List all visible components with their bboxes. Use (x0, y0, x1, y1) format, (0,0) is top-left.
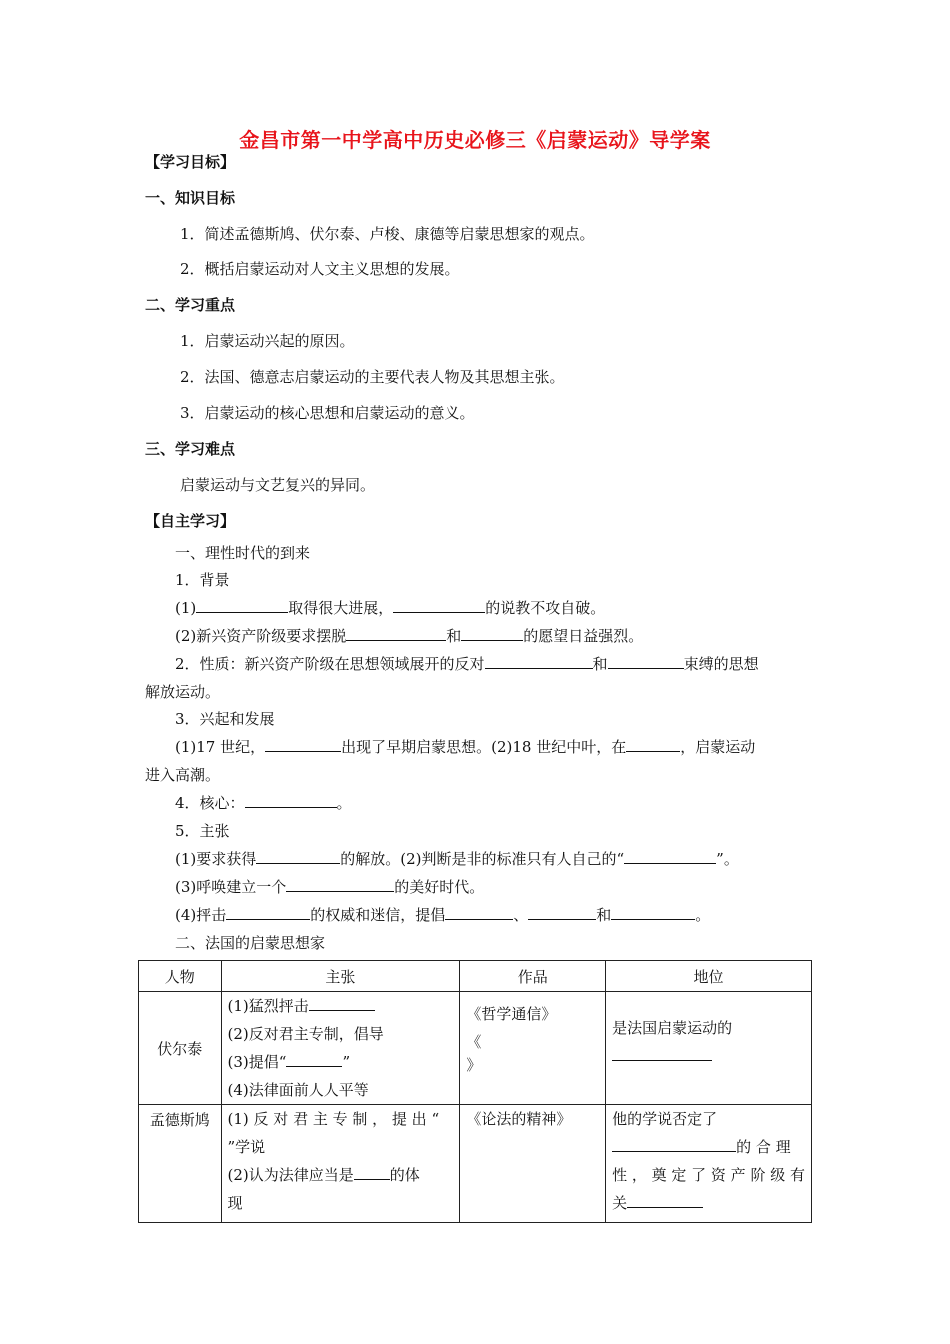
text: 出现了早期启蒙思想。(2)18 世纪中叶，在 (341, 738, 627, 756)
text: (3)呼唤建立一个 (175, 878, 287, 896)
fill-blank[interactable] (286, 1052, 342, 1067)
text: 的愿望日益强烈。 (523, 627, 644, 645)
fill-blank[interactable] (611, 905, 695, 920)
text: ，启蒙运动 (680, 738, 756, 756)
status-cell (606, 1105, 812, 1223)
text: 关 (612, 1194, 628, 1212)
text: 的权威和迷信，提倡 (310, 906, 446, 924)
part2-title: 二、法国的启蒙思想家 (175, 934, 326, 952)
goals-header: 【学习目标】 (145, 153, 236, 171)
work-cell (460, 1105, 606, 1223)
text: (1) (175, 599, 197, 617)
text: (2)认为法律应当是 (227, 1166, 354, 1184)
background-line-2 (175, 625, 643, 647)
fill-blank[interactable] (393, 598, 485, 613)
rise-line-cont: 进入高潮。 (145, 766, 221, 784)
text: 2．性质：新兴资产阶级在思想领域展开的反对 (175, 655, 485, 673)
col-header-person: 人物 (139, 961, 222, 992)
claim-line (228, 1048, 454, 1076)
claims-line-1 (175, 848, 739, 870)
fill-blank[interactable] (265, 737, 341, 752)
thinkers-table (138, 960, 812, 1223)
status-cell (606, 992, 812, 1105)
claim-cell (221, 992, 460, 1105)
claim-line: (4)法律面前人人平等 (227, 1081, 369, 1099)
fill-blank[interactable] (245, 793, 337, 808)
text: 取得很大进展， (288, 599, 394, 617)
person-cell: 孟德斯鸠 (139, 1105, 222, 1223)
claim-cell (221, 1105, 460, 1223)
person-cell: 伏尔泰 (139, 992, 222, 1105)
fill-blank[interactable] (608, 654, 684, 669)
work-line: 》 (466, 1056, 482, 1074)
fill-blank[interactable] (485, 654, 593, 669)
fill-blank[interactable] (626, 737, 680, 752)
focus-item: 2．法国、德意志启蒙运动的主要代表人物及其思想主张。 (180, 368, 565, 386)
claim-line: 现 (227, 1194, 243, 1212)
fill-blank[interactable] (346, 626, 446, 641)
difficulty-text: 启蒙运动与文艺复兴的异同。 (180, 476, 376, 494)
background-line-1 (175, 597, 605, 619)
knowledge-item: 2．概括启蒙运动对人文主义思想的发展。 (180, 260, 460, 278)
fill-blank[interactable] (612, 1046, 712, 1061)
claims-line-3 (175, 876, 484, 898)
text: (3)提倡“ (227, 1053, 287, 1071)
text: (1)17 世纪， (175, 738, 266, 756)
core-line (175, 792, 352, 814)
claim-line: ”学说 (227, 1138, 266, 1156)
text: 的解放。(2)判断是非的标准只有人自己的“ (340, 850, 625, 868)
fill-blank[interactable] (196, 598, 288, 613)
text: (1)要求获得 (175, 850, 257, 868)
work-line: 《 (466, 1033, 482, 1051)
text: 。 (336, 794, 352, 812)
focus-header: 二、学习重点 (145, 296, 236, 314)
self-study-header: 【自主学习】 (145, 512, 236, 530)
table-header-row (139, 961, 812, 992)
text: 的体 (389, 1166, 420, 1184)
claim-line (228, 992, 454, 1020)
table-row (139, 992, 812, 1105)
nature-line (175, 653, 759, 675)
work-line: 《哲学通信》 (466, 1005, 557, 1023)
fill-blank[interactable] (461, 626, 523, 641)
col-header-claim: 主张 (221, 961, 460, 992)
claims-title: 5．主张 (175, 822, 230, 840)
claim-line (228, 1161, 454, 1189)
text: ” (342, 1053, 351, 1071)
text: 的美好时代。 (394, 878, 485, 896)
status-line: 是法国启蒙运动的 (612, 1019, 733, 1037)
part1-title: 一、理性时代的到来 (175, 544, 311, 562)
knowledge-item: 1．简述孟德斯鸠、伏尔泰、卢梭、康德等启蒙思想家的观点。 (180, 225, 595, 243)
text: 和 (592, 655, 608, 673)
page-title: 金昌市第一中学高中历史必修三《启蒙运动》导学案 (239, 128, 711, 152)
work-cell (460, 992, 606, 1105)
status-line: 他的学说否定了 (612, 1110, 718, 1128)
text: (2)新兴资产阶级要求摆脱 (175, 627, 347, 645)
text: 和 (446, 627, 462, 645)
work-line: 《论法的精神》 (466, 1110, 572, 1128)
text: ”。 (716, 850, 739, 868)
status-line: 性 ， 奠 定 了 资 产 阶 级 有 (612, 1166, 805, 1184)
text: 的说教不攻自破。 (485, 599, 606, 617)
rise-title: 3．兴起和发展 (175, 710, 275, 728)
status-line (612, 1189, 805, 1217)
fill-blank[interactable] (445, 905, 513, 920)
text: 和 (596, 906, 612, 924)
text: 的 合 理 (736, 1138, 791, 1156)
text: 、 (513, 906, 529, 924)
focus-item: 3．启蒙运动的核心思想和启蒙运动的意义。 (180, 404, 475, 422)
fill-blank[interactable] (256, 849, 340, 864)
text: (1)猛烈抨击 (227, 997, 309, 1015)
background-title: 1．背景 (175, 571, 230, 589)
fill-blank[interactable] (627, 1193, 703, 1208)
text: 束缚的思想 (683, 655, 759, 673)
text: (4)抨击 (175, 906, 227, 924)
table-row (139, 1105, 812, 1223)
knowledge-header: 一、知识目标 (145, 189, 236, 207)
nature-line-cont: 解放运动。 (145, 683, 221, 701)
fill-blank[interactable] (528, 905, 596, 920)
difficulty-header: 三、学习难点 (145, 440, 236, 458)
rise-line (175, 736, 755, 758)
claim-line: (1) 反 对 君 主 专 制 ， 提 出 “ (227, 1110, 440, 1128)
text: 4．核心： (175, 794, 245, 812)
claim-line: (2)反对君主专制，倡导 (227, 1025, 384, 1043)
fill-blank[interactable] (286, 877, 394, 892)
fill-blank[interactable] (226, 905, 310, 920)
col-header-work: 作品 (460, 961, 606, 992)
fill-blank[interactable] (612, 1137, 736, 1152)
claims-line-4 (175, 904, 710, 926)
col-header-status: 地位 (606, 961, 812, 992)
focus-item: 1．启蒙运动兴起的原因。 (180, 332, 355, 350)
status-line (612, 1042, 805, 1070)
fill-blank[interactable] (354, 1165, 390, 1180)
fill-blank[interactable] (309, 996, 375, 1011)
fill-blank[interactable] (624, 849, 716, 864)
status-line (612, 1133, 805, 1161)
text: 。 (695, 906, 711, 924)
